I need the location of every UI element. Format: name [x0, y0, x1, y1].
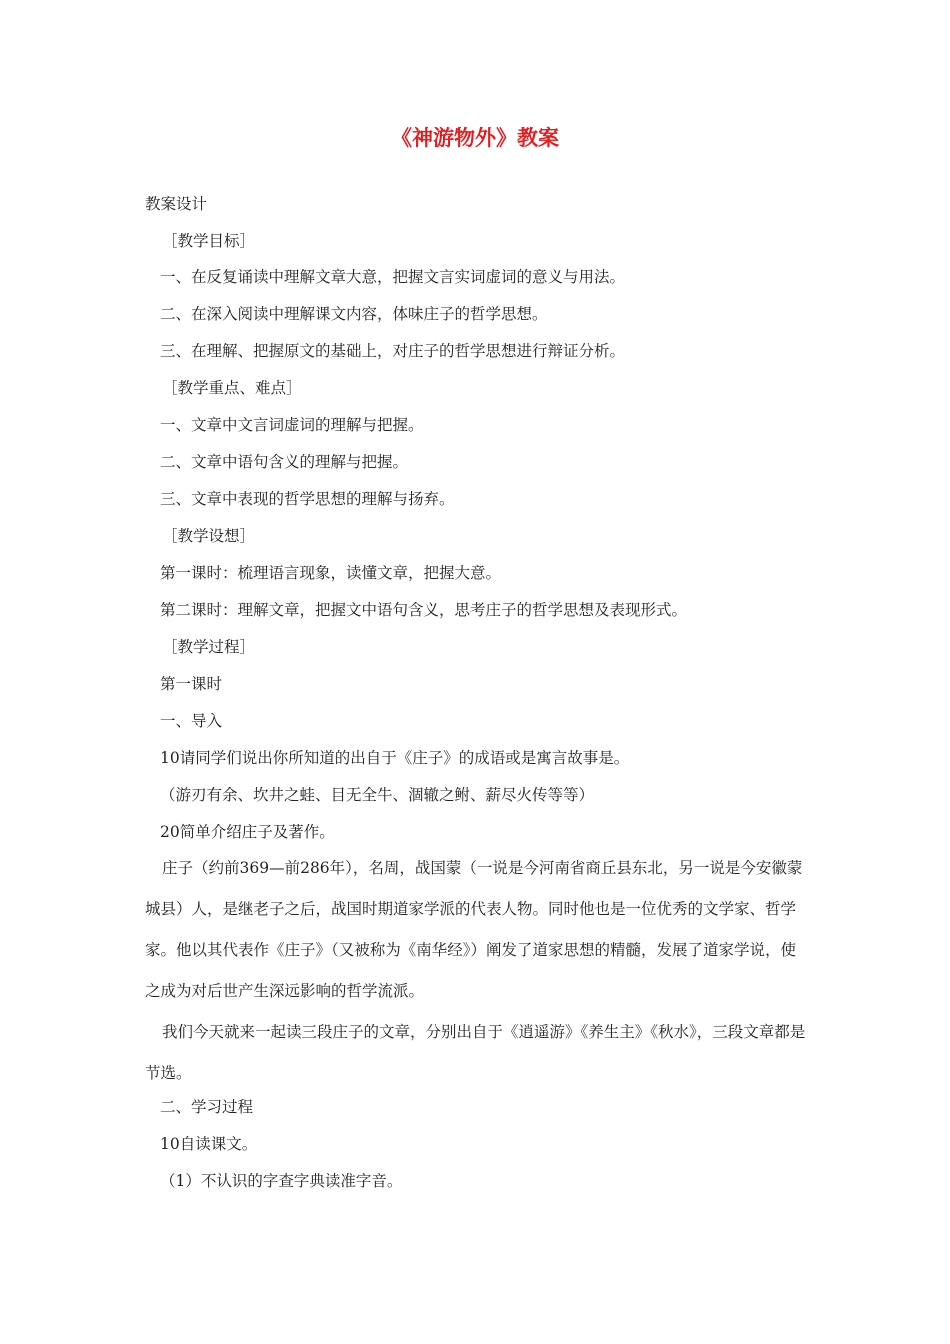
question-1-answer: （游刃有余、坎井之蛙、目无全牛、涸辙之鲋、薪尽火传等等）	[160, 786, 595, 804]
study-process-heading: 二、学习过程	[160, 1098, 254, 1116]
self-reading-step-1: （1）不认识的字查字典读准字音。	[160, 1172, 403, 1190]
goals-heading: ［教学目标］	[162, 232, 256, 250]
self-reading-item: 10自读课文。	[160, 1135, 258, 1153]
key-point-2: 二、文章中语句含义的理解与把握。	[160, 453, 409, 471]
intro-heading: 一、导入	[160, 712, 223, 730]
goal-item-3: 三、在理解、把握原文的基础上，对庄子的哲学思想进行辩证分析。	[160, 342, 626, 360]
today-paragraph: 我们今天就来一起读三段庄子的文章，分别出自于《逍遥游》《养生主》《秋水》，三段文章都是节选。	[145, 1023, 806, 1082]
plan-heading: ［教学设想］	[162, 527, 256, 545]
zhuangzi-bio-paragraph: 庄子（约前369—前286年），名周，战国蒙（一说是今河南省商丘县东北，另一说是今安徽蒙城县）人，是继老子之后，战国时期道家学派的代表人物。同时他也是一位优秀的文学家、哲学家。他以其代表作《庄子》（又被称为《南华经》）阐发了道家思想的精髓，发展了道家学说，使之成为对后世产生深远影响的哲学流派。	[145, 859, 803, 1000]
document-title: 《神游物外》教案	[391, 125, 559, 150]
section-heading: 教案设计	[145, 195, 208, 213]
question-1: 10请同学们说出你所知道的出自于《庄子》的成语或是寓言故事是。	[160, 749, 630, 767]
plan-item-1: 第一课时：梳理语言现象，读懂文章，把握大意。	[160, 564, 502, 582]
goal-item-2: 二、在深入阅读中理解课文内容，体味庄子的哲学思想。	[160, 305, 548, 323]
plan-item-2: 第二课时：理解文章，把握文中语句含义，思考庄子的哲学思想及表现形式。	[160, 601, 688, 619]
key-point-3: 三、文章中表现的哲学思想的理解与扬弃。	[160, 490, 455, 508]
question-2: 20简单介绍庄子及著作。	[160, 823, 335, 841]
key-points-heading: ［教学重点、难点］	[162, 379, 302, 397]
key-point-1: 一、文章中文言词虚词的理解与把握。	[160, 416, 424, 434]
process-heading: ［教学过程］	[162, 638, 256, 656]
lesson-one-label: 第一课时	[160, 675, 223, 693]
goal-item-1: 一、在反复诵读中理解文章大意，把握文言实词虚词的意义与用法。	[160, 268, 626, 286]
